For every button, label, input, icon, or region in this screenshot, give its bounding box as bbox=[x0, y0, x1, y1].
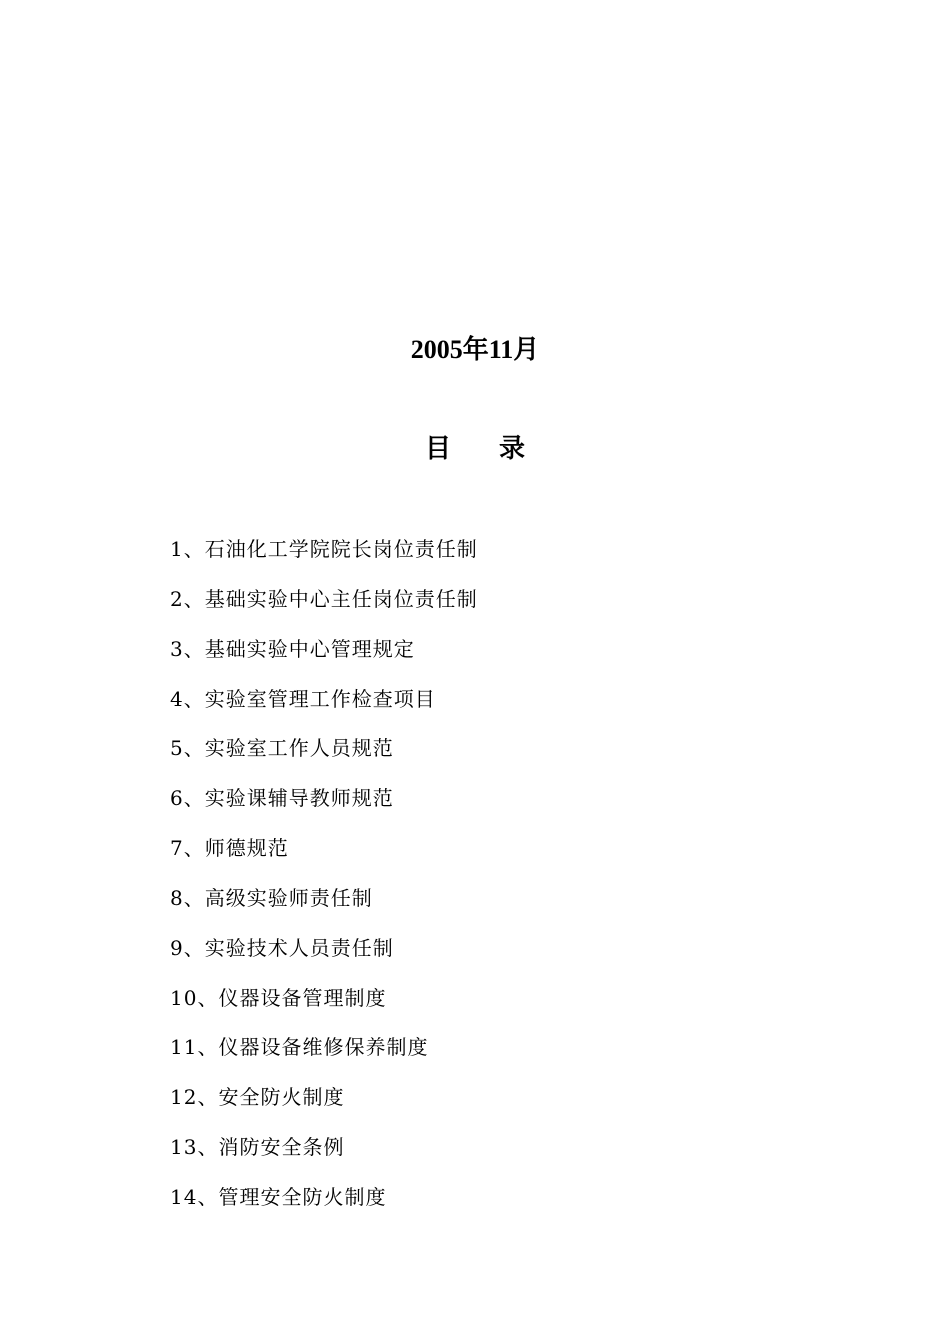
toc-item: 12、安全防火制度 bbox=[170, 1085, 345, 1110]
toc-item: 8、高级实验师责任制 bbox=[170, 885, 373, 910]
toc-item: 1、石油化工学院院长岗位责任制 bbox=[170, 537, 478, 561]
toc-item: 14、管理安全防火制度 bbox=[170, 1184, 387, 1209]
toc-list bbox=[170, 533, 478, 1231]
toc-item: 9、实验技术人员责任制 bbox=[170, 935, 394, 960]
toc-title bbox=[0, 432, 950, 466]
toc-title-char-right: 录 bbox=[499, 434, 526, 464]
toc-item: 3、基础实验中心管理规定 bbox=[170, 636, 415, 661]
toc-item: 2、基础实验中心主任岗位责任制 bbox=[170, 586, 478, 611]
document-date: 2005年11月 bbox=[410, 335, 540, 364]
toc-item: 10、仪器设备管理制度 bbox=[170, 985, 387, 1010]
toc-item: 4、实验室管理工作检查项目 bbox=[170, 686, 436, 711]
toc-item: 6、实验课辅导教师规范 bbox=[170, 786, 394, 811]
toc-item: 5、实验室工作人员规范 bbox=[170, 736, 394, 761]
toc-title-char-left: 目 bbox=[424, 434, 451, 464]
toc-item: 13、消防安全条例 bbox=[170, 1135, 345, 1160]
toc-item: 11、仪器设备维修保养制度 bbox=[170, 1035, 429, 1060]
toc-item: 7、师德规范 bbox=[170, 836, 289, 861]
